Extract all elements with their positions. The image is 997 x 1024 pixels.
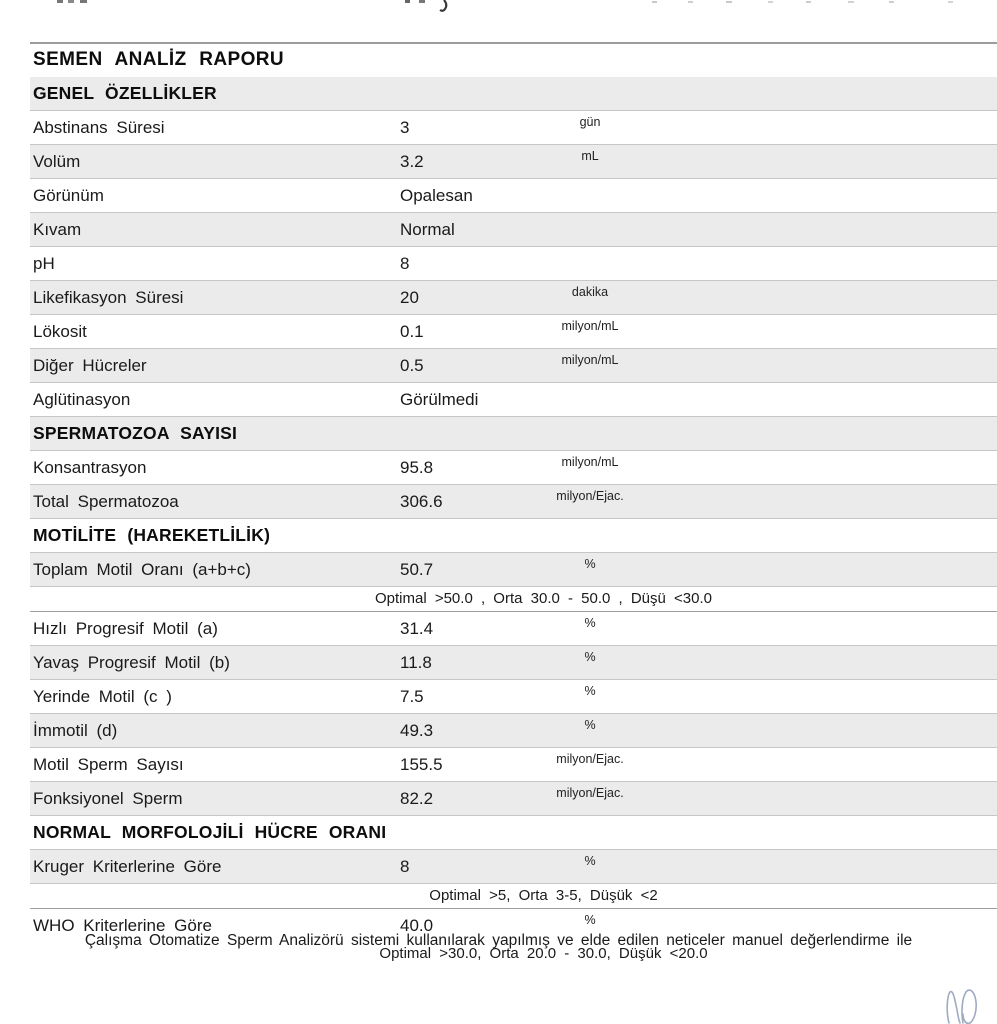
parameter-label: pH [33,254,55,273]
parameter-label: Toplam Motil Oranı (a+b+c) [33,560,251,579]
parameter-value: 155.5 [400,755,443,774]
section-header: SPERMATOZOA SAYISI [33,423,238,443]
parameter-value: 0.1 [400,322,424,341]
reference-range-note: Optimal >50.0 , Orta 30.0 - 50.0 , Düşü <30.0 [374,590,712,607]
table-row [30,781,997,815]
parameter-unit: % [584,616,596,630]
signature-scribble [925,978,995,1024]
reference-range-note: Optimal >30.0, Orta 20.0 - 30.0, Düşük <20.0 [379,945,708,962]
clipped-text-remnant [0,0,997,12]
parameter-value: 3 [400,118,410,137]
parameter-label: Lökosit [33,322,87,341]
parameter-label: Total Spermatozoa [33,492,179,511]
parameter-label: Volüm [33,152,81,171]
parameter-unit: % [584,854,596,868]
parameter-value: 7.5 [400,687,424,706]
table-row [30,144,997,178]
parameter-label: Abstinans Süresi [33,118,165,137]
section-header-row [30,518,997,552]
parameter-value: 3.2 [400,152,424,171]
table-row [30,679,997,713]
parameter-label: WHO Kriterlerine Göre [33,916,212,935]
parameter-label: Yavaş Progresif Motil (b) [33,653,230,672]
parameter-unit: milyon/Ejac. [556,786,624,800]
parameter-value: 8 [400,857,410,876]
parameter-label: Yerinde Motil (c ) [33,687,172,706]
section-header-row [30,77,997,110]
parameter-label: Motil Sperm Sayısı [33,755,184,774]
parameter-value: 11.8 [400,653,432,672]
footer-note-row [0,932,997,956]
parameter-value: 49.3 [400,721,434,740]
table-row [30,348,997,382]
parameter-label: Fonksiyonel Sperm [33,789,183,808]
parameter-value: 50.7 [400,560,434,579]
reference-range-row [30,883,997,908]
section-header-row [30,815,997,849]
parameter-value: 8 [400,254,410,273]
report-rows [30,77,997,966]
semen-analysis-report [30,42,997,966]
table-row [30,611,997,645]
table-row [30,246,997,280]
parameter-label: Kruger Kriterlerine Göre [33,857,222,876]
parameter-unit: % [584,557,596,571]
section-header: GENEL ÖZELLİKLER [33,83,217,103]
section-header: NORMAL MORFOLOJİLİ HÜCRE ORANI [33,822,387,842]
parameter-label: Konsantrasyon [33,458,147,477]
parameter-unit: milyon/Ejac. [556,752,624,766]
reference-range-row [30,586,997,611]
parameter-unit: mL [581,149,599,163]
parameter-unit: gün [579,115,601,129]
parameter-value: 31.4 [400,619,434,638]
section-header-row [30,416,997,450]
parameter-value: Normal [400,220,455,239]
table-row [30,110,997,144]
report-title-row [30,44,997,77]
table-row [30,713,997,747]
reference-range-note: Optimal >5, Orta 3-5, Düşük <2 [429,887,658,904]
table-row [30,212,997,246]
parameter-value: 20 [400,288,419,307]
parameter-value: 40.0 [400,916,434,935]
table-row [30,552,997,586]
parameter-value: Görülmedi [400,390,479,409]
parameter-value: 0.5 [400,356,424,375]
table-row [30,450,997,484]
section-header: MOTİLİTE (HAREKETLİLİK) [33,525,271,545]
page-title: SEMEN ANALİZ RAPORU [33,49,285,70]
table-row [30,178,997,212]
parameter-value: Opalesan [400,186,473,205]
parameter-unit: % [584,913,596,927]
footer-note: Çalışma Otomatize Sperm Analizörü sistemi kullanılarak yapılmış ve elde edilen neticeler manuel değerlendirme ile [84,932,913,949]
parameter-unit: % [584,718,596,732]
table-row [30,849,997,883]
parameter-label: Kıvam [33,220,82,239]
parameter-unit: milyon/mL [561,455,619,469]
table-row [30,382,997,416]
parameter-value: 95.8 [400,458,434,477]
parameter-unit: milyon/mL [561,319,619,333]
table-row [30,645,997,679]
parameter-value: 82.2 [400,789,434,808]
table-row [30,484,997,518]
parameter-unit: milyon/Ejac. [556,489,624,503]
parameter-unit: milyon/mL [561,353,619,367]
table-row [30,314,997,348]
parameter-label: Aglütinasyon [33,390,131,409]
table-row [30,280,997,314]
parameter-unit: % [584,684,596,698]
parameter-label: İmmotil (d) [33,721,118,740]
table-row [30,747,997,781]
parameter-unit: % [584,650,596,664]
parameter-label: Hızlı Progresif Motil (a) [33,619,218,638]
parameter-unit: dakika [571,285,609,299]
parameter-value: 306.6 [400,492,443,511]
parameter-label: Likefikasyon Süresi [33,288,184,307]
parameter-label: Görünüm [33,186,104,205]
parameter-label: Diğer Hücreler [33,356,147,375]
